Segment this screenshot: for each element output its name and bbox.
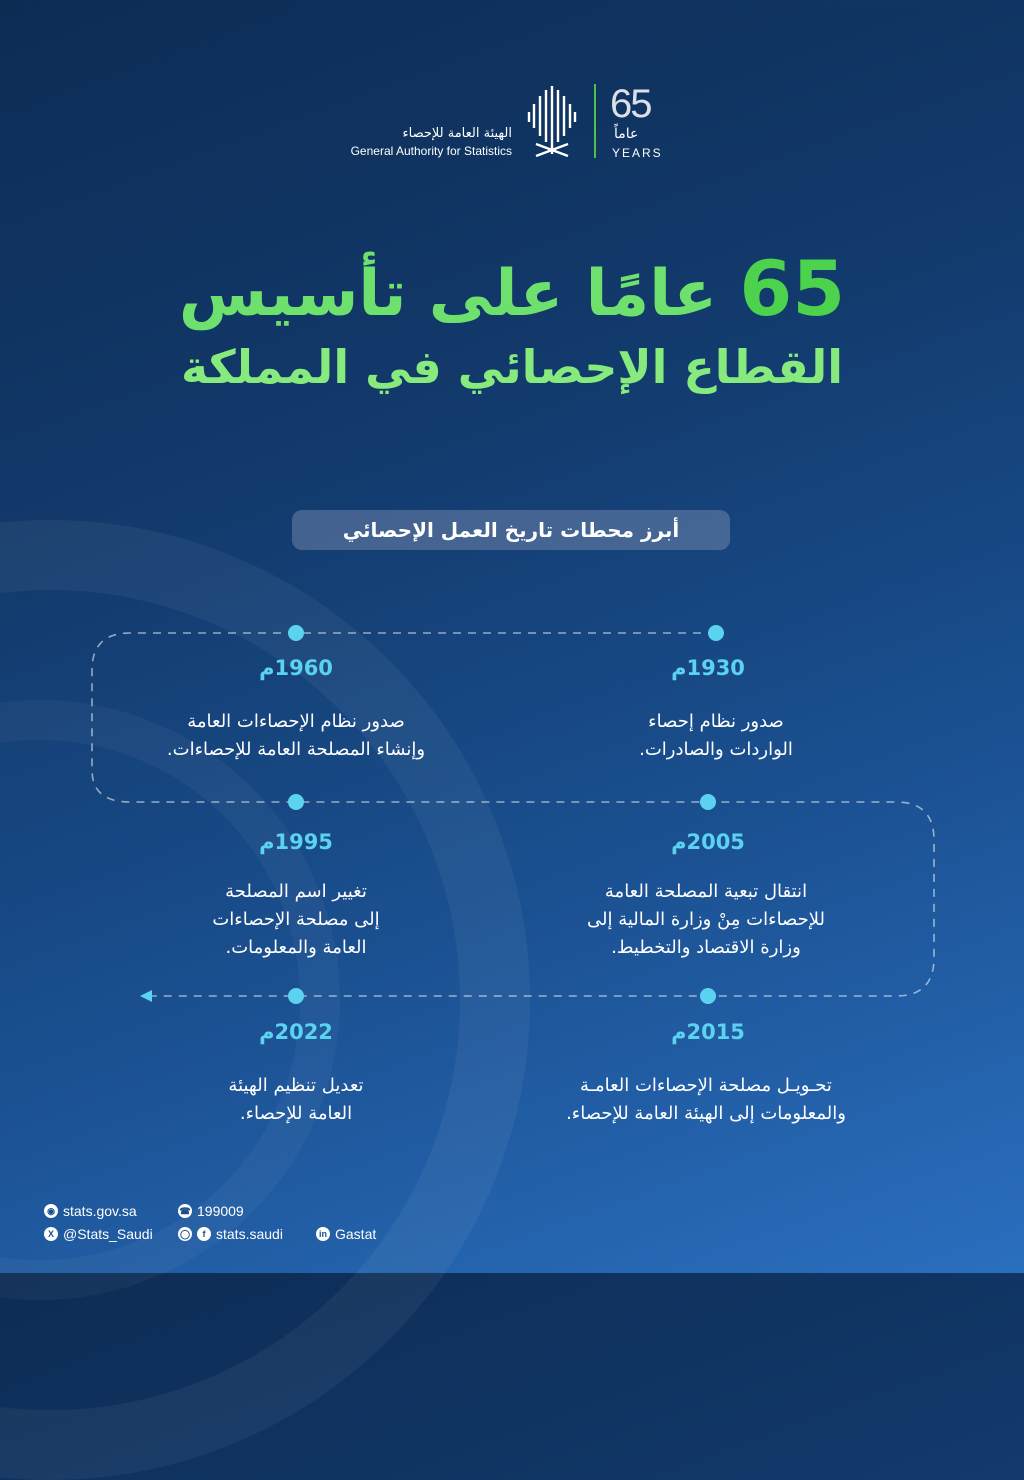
main-title-line2: القطاع الإحصائي في المملكة [180, 340, 844, 394]
milestone-year: 2015م [671, 1020, 745, 1044]
timeline-dot [708, 625, 724, 641]
milestone-description: صدور نظام إحصاء الواردات والصادرات. [639, 711, 793, 760]
timeline-dot [700, 988, 716, 1004]
footer-phone[interactable]: ☎ 199009 [179, 1203, 244, 1219]
milestone-description: تغيير اسم المصلحة إلى مصلحة الإحصاءات العامة والمعلومات. [212, 881, 380, 958]
title-line1-text: عامًا على تأسيس [178, 257, 718, 331]
instagram-icon: ◯ [178, 1227, 192, 1241]
phone-icon: ☎ [178, 1204, 192, 1218]
title-number: 65 [739, 244, 846, 333]
timeline-dot [288, 625, 304, 641]
footer-social[interactable]: ◯ f stats.saudi [179, 1226, 283, 1242]
milestone-year: 2022م [259, 1020, 333, 1044]
linkedin-icon: in [316, 1227, 330, 1241]
milestone-year: 1930م [671, 656, 745, 680]
milestone-year: 2005م [671, 830, 745, 854]
milestone-description: تعديل تنظيم الهيئة العامة للإحصاء. [228, 1075, 364, 1124]
facebook-icon: f [197, 1227, 211, 1241]
timeline-arrow-icon [140, 990, 152, 1002]
milestone-description: تحـويـل مصلحة الإحصاءات العامـة والمعلومات إلى الهيئة العامة للإحصاء. [566, 1075, 846, 1124]
footer-x-handle[interactable]: X @Stats_Saudi [44, 1226, 153, 1242]
logo-org-arabic: الهيئة العامة للإحصاء [402, 126, 512, 141]
footer-linkedin[interactable]: in Gastat [316, 1226, 376, 1242]
milestone-year: 1960م [259, 656, 333, 680]
logo-years-english: YEARS [612, 146, 663, 160]
timeline-dot [288, 988, 304, 1004]
milestone-year: 1995م [259, 830, 333, 854]
timeline-dot [288, 794, 304, 810]
milestone-description: انتقال تبعية المصلحة العامة للإحصاءات مِنْ وزارة المالية إلى وزارة الاقتصاد والتخطيط. [586, 881, 826, 958]
milestone-description: صدور نظام الإحصاءات العامة وإنشاء المصلحة العامة للإحصاءات. [166, 711, 426, 760]
logo-65: 65 [610, 82, 651, 126]
logo-years-arabic: عاماً [614, 126, 639, 142]
x-icon: X [44, 1227, 58, 1241]
logo-org-english: General Authority for Statistics [350, 144, 512, 158]
globe-icon: ◉ [44, 1204, 58, 1218]
section-heading-pill: أبرز محطات تاريخ العمل الإحصائي [292, 510, 730, 550]
footer-website[interactable]: ◉ stats.gov.sa [44, 1203, 137, 1219]
timeline-dot [700, 794, 716, 810]
